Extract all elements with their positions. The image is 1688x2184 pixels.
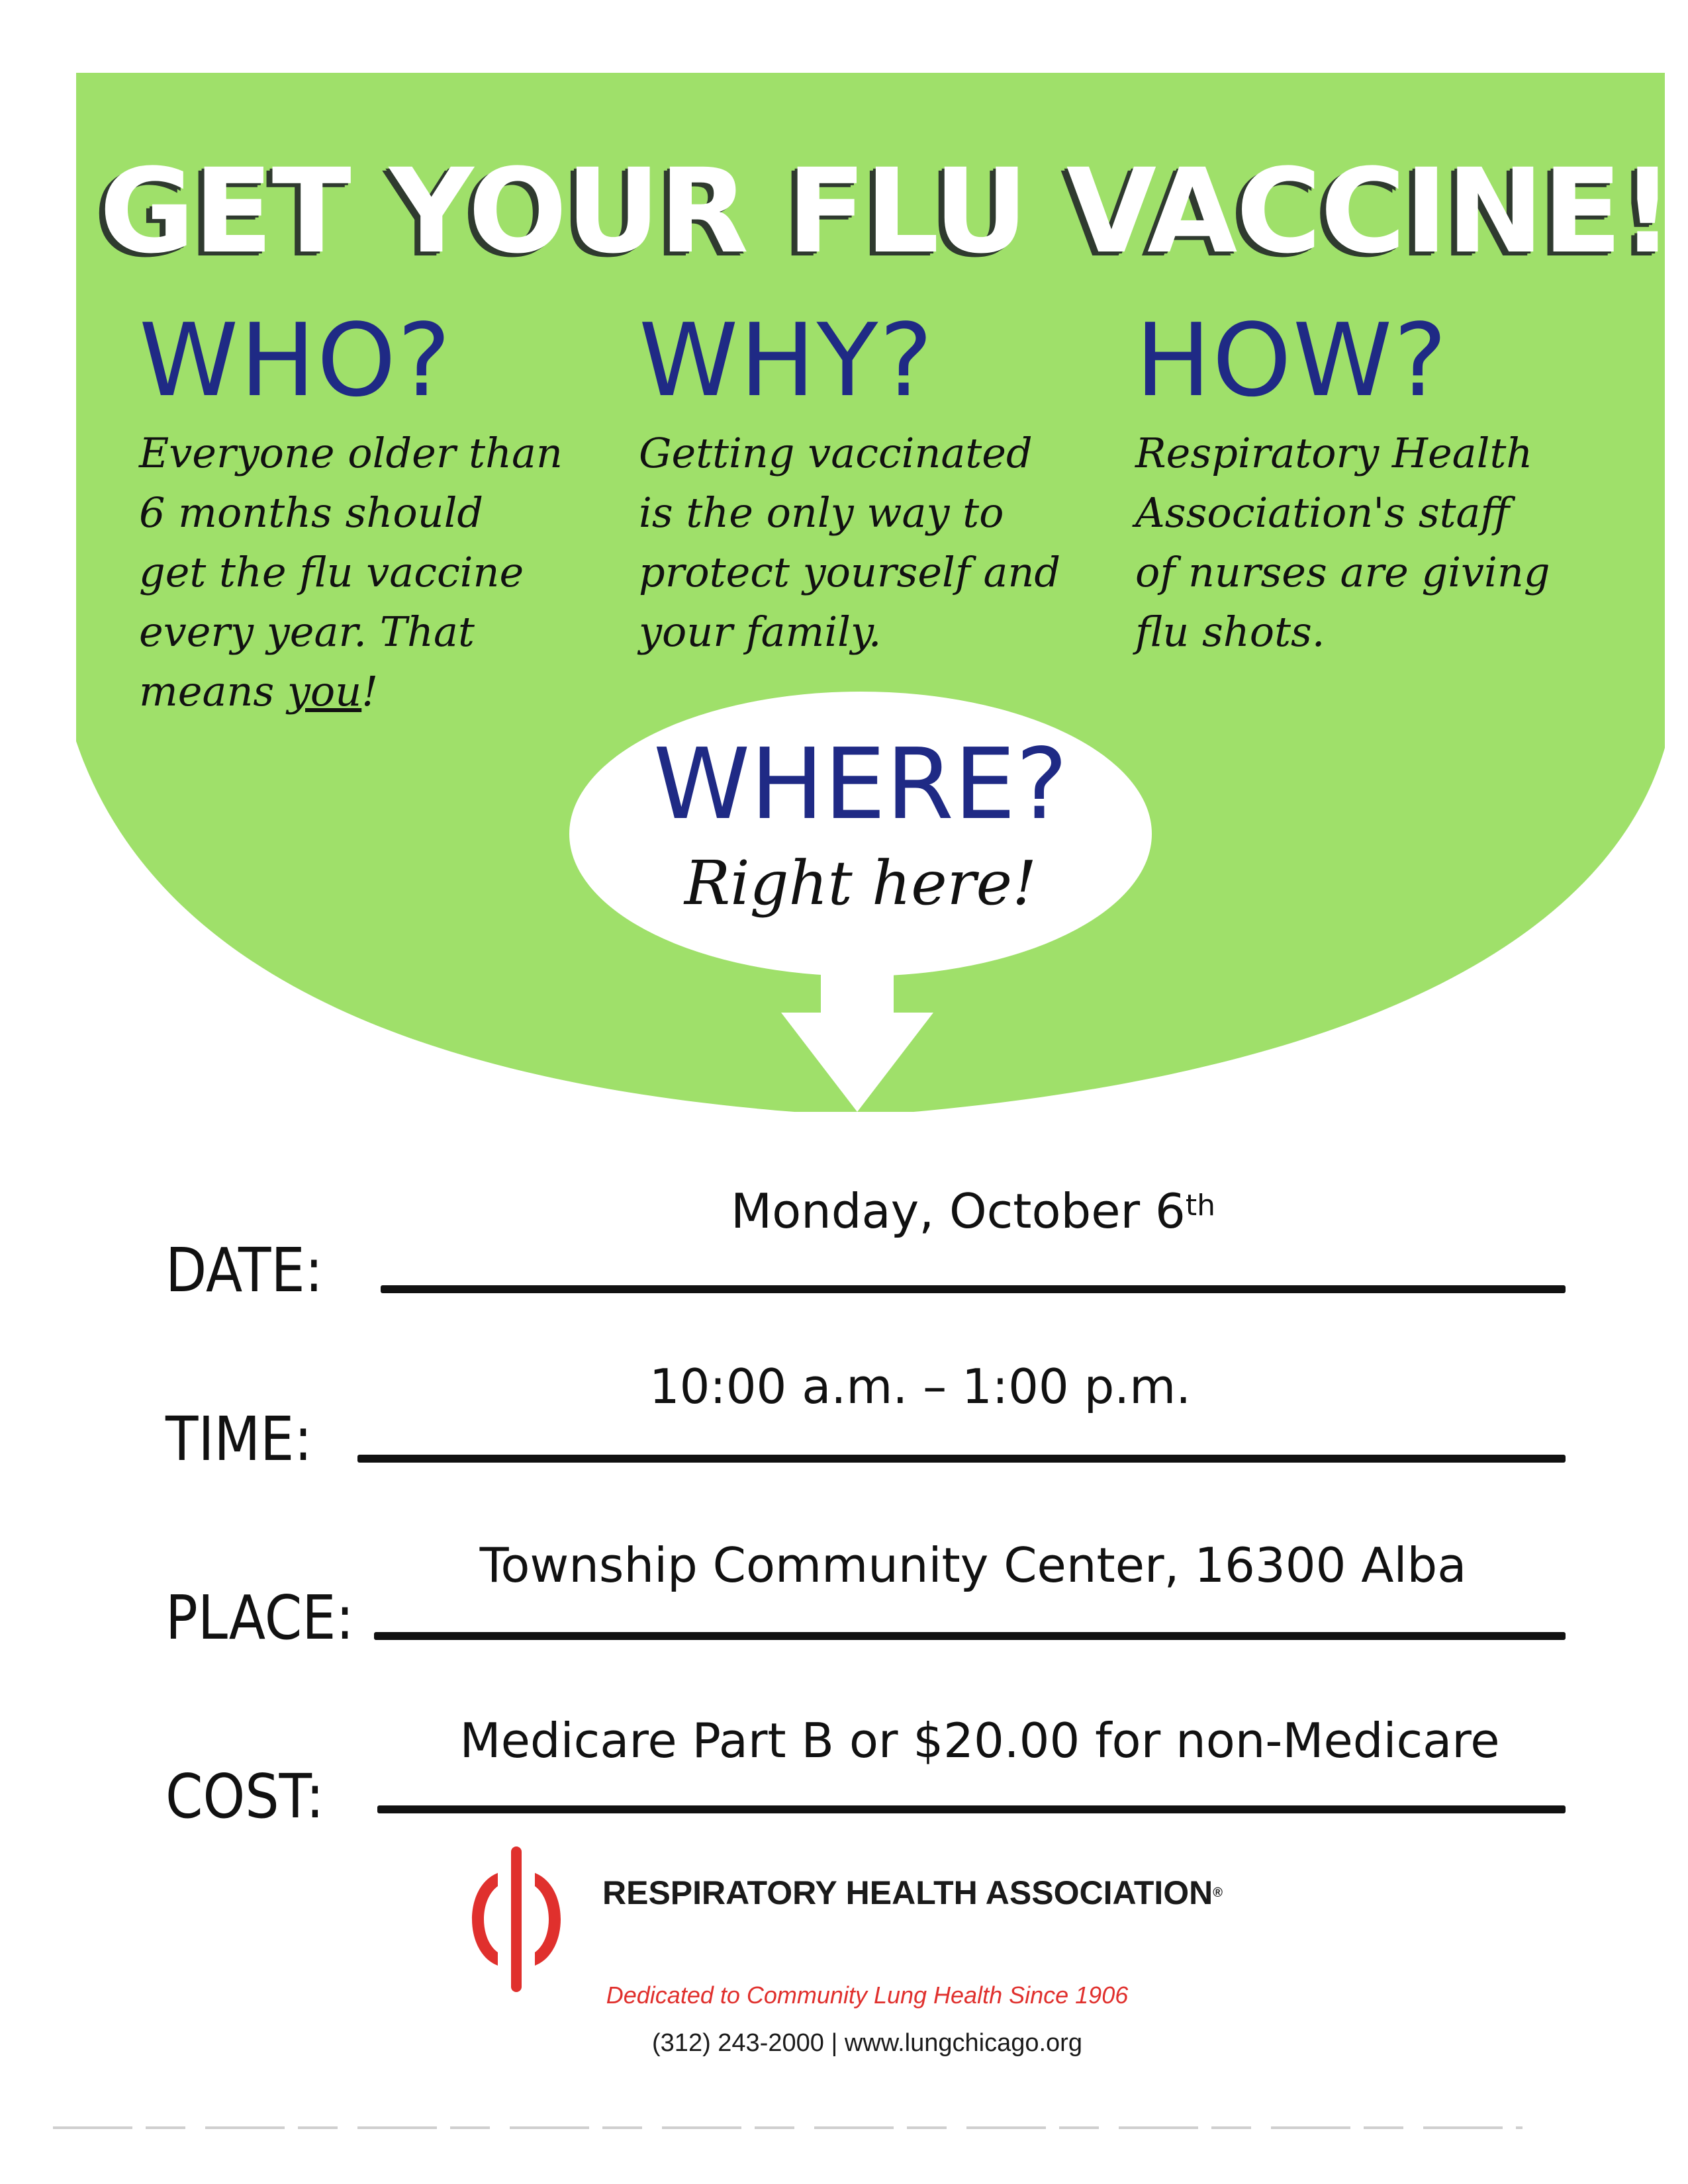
cost-line <box>377 1805 1566 1813</box>
how-text <box>1135 424 1638 662</box>
cost-label: COST: <box>165 1761 324 1832</box>
org-name <box>602 1870 1463 1916</box>
why-text <box>639 424 1142 662</box>
who-line: 6 months should <box>139 488 484 537</box>
date-label: DATE: <box>165 1235 323 1306</box>
place-line <box>374 1632 1566 1640</box>
how-line: Respiratory Health <box>1135 429 1533 477</box>
date-value-text: Monday, October 6 <box>731 1183 1186 1239</box>
where-heading: WHERE? <box>653 727 1068 841</box>
time-line <box>357 1455 1566 1463</box>
why-heading: WHY? <box>639 302 935 419</box>
who-last-prefix: means <box>139 667 287 715</box>
who-line: Everyone older than <box>139 429 563 477</box>
contact-separator: | <box>831 2029 838 2057</box>
place-label: PLACE: <box>165 1582 354 1653</box>
org-name-text: RESPIRATORY HEALTH ASSOCIATION <box>602 1874 1213 1911</box>
who-heading: WHO? <box>139 302 452 419</box>
lungs-logo-icon <box>450 1840 583 1999</box>
time-value: 10:00 a.m. – 1:00 p.m. <box>649 1359 1192 1414</box>
org-tagline: Dedicated to Community Lung Health Since 1906 <box>606 1981 1129 2009</box>
phone-number: (312) 243-2000 <box>652 2029 824 2057</box>
where-answer: Right here! <box>684 848 1037 919</box>
scan-artifact-line <box>0 2118 1688 2138</box>
why-line: is the only way to <box>639 488 1004 537</box>
time-label: TIME: <box>165 1404 312 1475</box>
why-line: your family. <box>639 608 882 656</box>
date-line <box>381 1285 1566 1293</box>
how-heading: HOW? <box>1135 302 1448 419</box>
who-line: every year. That <box>139 608 475 656</box>
poster-title: GET YOUR FLU VACCINE! <box>99 144 1673 279</box>
who-text <box>139 424 642 721</box>
contact-info <box>503 2025 1231 2061</box>
who-line: get the flu vaccine <box>139 548 524 596</box>
date-value <box>384 1181 1562 1241</box>
registered-mark: ® <box>1213 1886 1223 1900</box>
how-line: Association's staff <box>1135 488 1510 537</box>
who-last-suffix: ! <box>361 667 379 715</box>
who-line <box>139 662 642 721</box>
date-suffix: th <box>1185 1189 1215 1222</box>
how-line: flu shots. <box>1135 608 1325 656</box>
how-line: of nurses are giving <box>1135 548 1550 596</box>
place-value: Township Community Center, 16300 Alba <box>479 1537 1467 1593</box>
cost-value: Medicare Part B or $20.00 for non-Medicare <box>459 1713 1500 1768</box>
why-line: Getting vaccinated <box>639 429 1033 477</box>
website-link[interactable]: www.lungchicago.org <box>844 2029 1082 2057</box>
who-emphasis: you <box>287 667 362 715</box>
why-line: protect yourself and <box>639 548 1061 596</box>
